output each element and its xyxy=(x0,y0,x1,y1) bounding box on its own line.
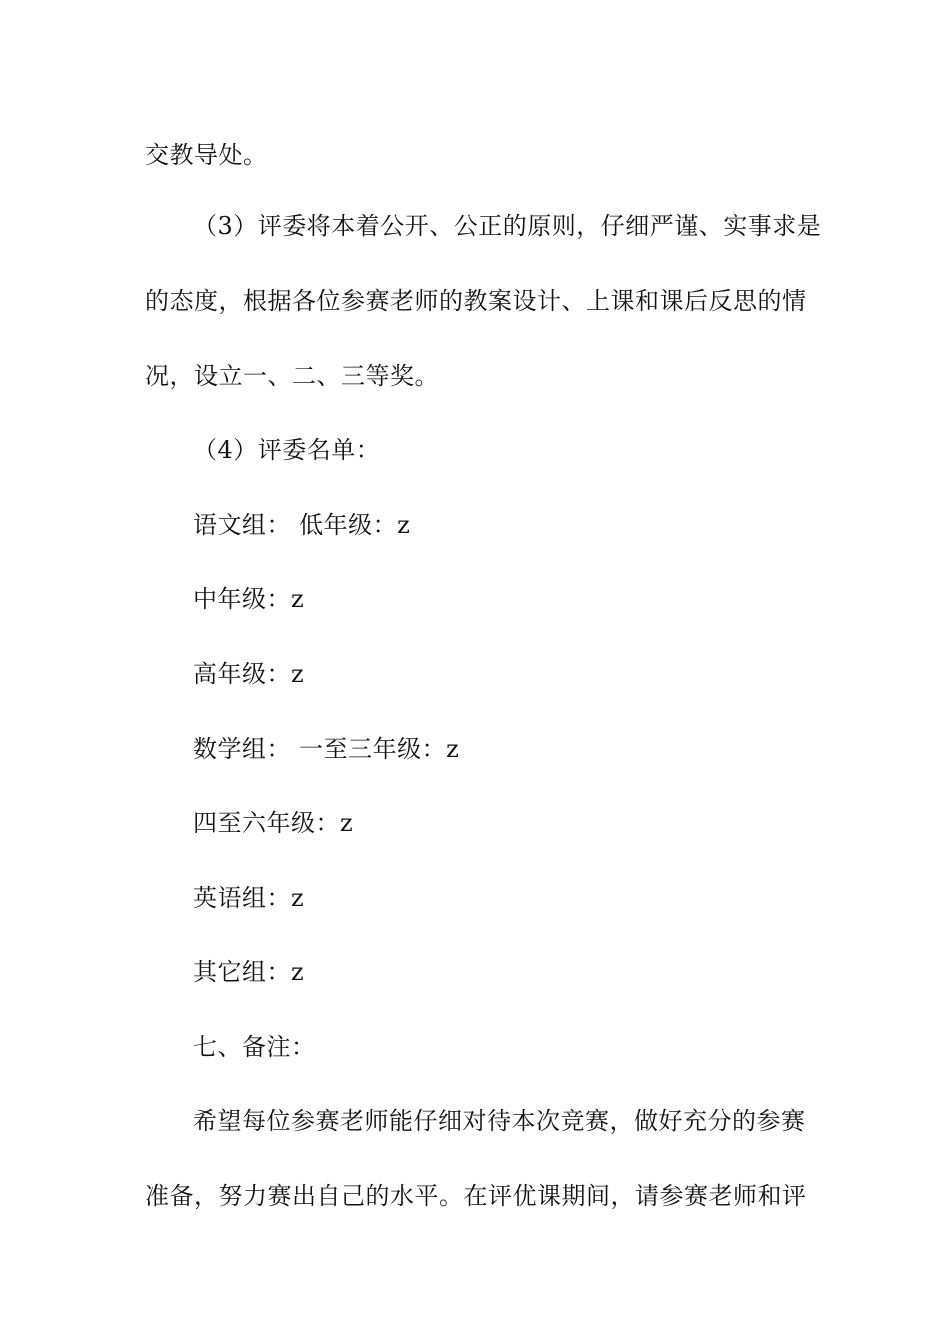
list-item: 英语组：z xyxy=(193,884,305,912)
list-item: 其它组：z xyxy=(193,958,305,986)
list-item: 语文组： 低年级：z xyxy=(193,511,411,539)
paragraph-line: 的态度，根据各位参赛老师的教案设计、上课和课后反思的情 xyxy=(145,287,807,315)
list-heading: （4）评委名单： xyxy=(193,436,381,464)
list-item: 中年级：z xyxy=(193,585,305,613)
section-heading: 七、备注： xyxy=(193,1033,316,1061)
list-item: 数学组： 一至三年级：z xyxy=(193,735,460,763)
list-item: 高年级：z xyxy=(193,660,305,688)
paragraph-line: 希望每位参赛老师能仔细对待本次竞赛，做好充分的参赛 xyxy=(193,1107,806,1135)
paragraph-line: （3）评委将本着公开、公正的原则，仔细严谨、实事求是 xyxy=(193,212,822,240)
paragraph-line: 况，设立一、二、三等奖。 xyxy=(145,362,439,390)
paragraph-line: 准备，努力赛出自己的水平。在评优课期间，请参赛老师和评 xyxy=(145,1182,807,1210)
list-item: 四至六年级：z xyxy=(193,809,354,837)
paragraph-line: 交教导处。 xyxy=(145,141,268,169)
